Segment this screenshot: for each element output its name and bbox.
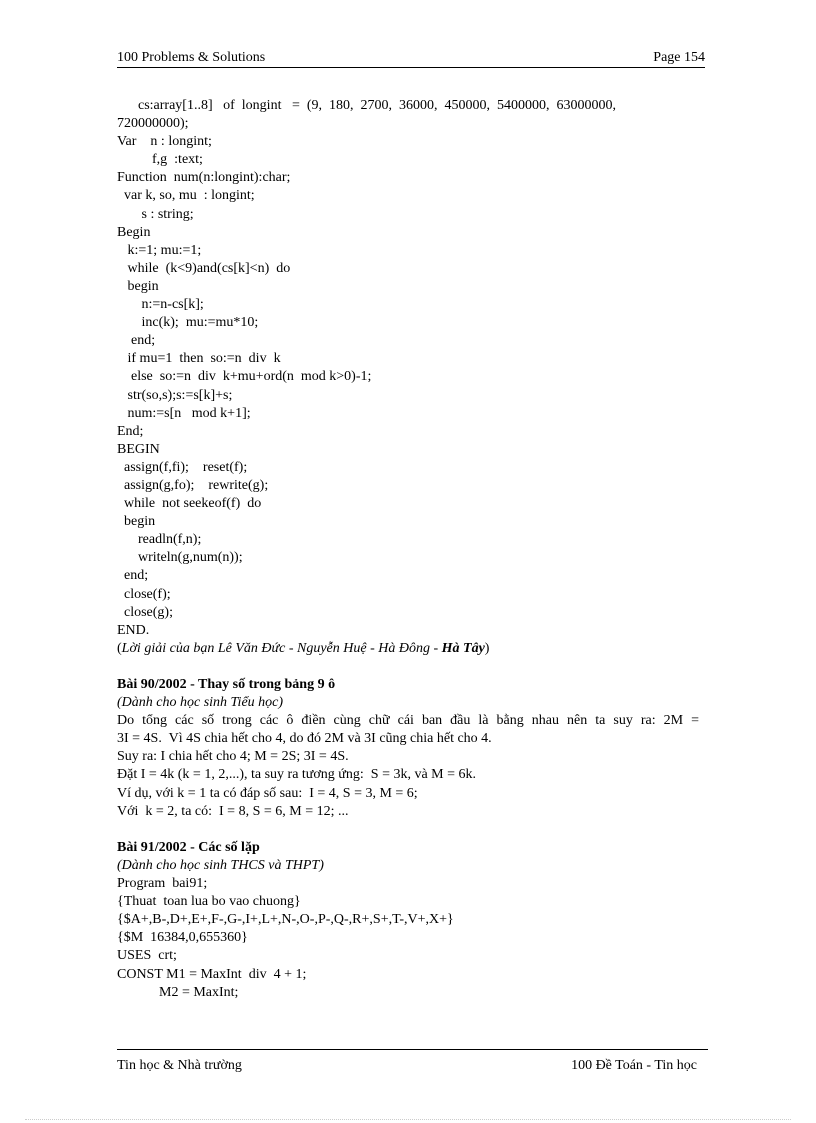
- problem-91-title: Bài 91/2002 - Các số lặp: [117, 839, 260, 855]
- code-line: begin: [117, 514, 156, 530]
- code-line: M2 = MaxInt;: [117, 984, 239, 1000]
- footer-divider: [117, 1049, 708, 1050]
- code-line: Var n : longint;: [117, 134, 212, 150]
- problem-90-text-line: Ví dụ, với k = 1 ta có đáp số sau: I = 4, S = 3, M = 6;: [117, 785, 418, 801]
- code-line: end;: [117, 333, 156, 349]
- problem-90-text-line: Đặt I = 4k (k = 1, 2,...), ta suy ra tương ứng: S = 3k, và M = 6k.: [117, 767, 477, 783]
- code-line: readln(f,n);: [117, 532, 202, 548]
- code-line: begin: [117, 278, 159, 294]
- code-line: assign(g,fo); rewrite(g);: [117, 477, 269, 493]
- code-line: n:=n-cs[k];: [117, 297, 204, 313]
- code-line: BEGIN: [117, 441, 160, 457]
- code-line: f,g :text;: [117, 152, 203, 168]
- footer-right: 100 Đề Toán - Tin học: [571, 1058, 697, 1073]
- header-title: 100 Problems & Solutions: [117, 50, 266, 65]
- code-line: {$M 16384,0,655360}: [117, 930, 248, 946]
- code-line: END.: [117, 622, 150, 638]
- header-page-number: Page 154: [653, 50, 705, 65]
- code-line: num:=s[n mod k+1];: [117, 405, 251, 421]
- problem-90-text-line: Với k = 2, ta có: I = 8, S = 6, M = 12; ...: [117, 803, 349, 819]
- code-line: close(g);: [117, 604, 173, 620]
- code-line: var k, so, mu : longint;: [117, 188, 255, 204]
- footer-left: Tin học & Nhà trường: [117, 1058, 242, 1073]
- problem-90-text-line: 3I = 4S. Vì 4S chia hết cho 4, do đó 2M và 3I cũng chia hết cho 4.: [117, 731, 492, 747]
- code-line: cs:array[1..8] of longint = (9, 180, 2700, 36000, 450000, 5400000, 63000000,: [117, 98, 617, 113]
- code-line: s : string;: [117, 206, 194, 222]
- code-line: k:=1; mu:=1;: [117, 242, 202, 258]
- credit-province: Hà Tây: [441, 640, 485, 656]
- code-line: else so:=n div k+mu+ord(n mod k>0)-1;: [117, 369, 372, 385]
- code-line: Function num(n:longint):char;: [117, 170, 291, 186]
- problem-90-text-line: Do tổng các số trong các ô điền cùng chữ cái ban đầu là bằng nhau nên ta suy ra: 2M =: [117, 713, 699, 729]
- code-line: assign(f,fi); reset(f);: [117, 459, 248, 475]
- code-line: {Thuat toan lua bo vao chuong}: [117, 894, 301, 910]
- page-bottom-edge: [25, 1119, 791, 1120]
- code-line: str(so,s);s:=s[k]+s;: [117, 387, 233, 403]
- code-line: close(f);: [117, 586, 171, 602]
- code-block-bai89: [117, 133, 699, 640]
- credit-text: Lời giải của bạn Lê Văn Đức - Nguyễn Huệ - Hà Đông -: [121, 640, 442, 656]
- code-line: if mu=1 then so:=n div k: [117, 351, 281, 367]
- code-line: inc(k); mu:=mu*10;: [117, 315, 259, 331]
- problem-91-audience: (Dành cho học sinh THCS và THPT): [117, 857, 324, 873]
- spacer: [117, 658, 699, 676]
- code-line: while (k<9)and(cs[k]<n) do: [117, 260, 291, 276]
- problem-90-text-line: Suy ra: I chia hết cho 4; M = 2S; 3I = 4S.: [117, 749, 349, 765]
- code-line: End;: [117, 423, 144, 439]
- page-header: [117, 50, 705, 68]
- code-line: end;: [117, 568, 149, 584]
- solution-credit: [117, 640, 699, 658]
- code-line: Begin: [117, 224, 151, 240]
- code-line: 720000000);: [117, 116, 189, 132]
- code-line: while not seekeof(f) do: [117, 496, 262, 512]
- problem-90-audience: (Dành cho học sinh Tiểu học): [117, 695, 284, 711]
- code-line: USES crt;: [117, 948, 177, 964]
- code-line: CONST M1 = MaxInt div 4 + 1;: [117, 966, 307, 982]
- credit-close-paren: ): [484, 640, 490, 656]
- credit-open-paren: (: [117, 640, 122, 656]
- code-line: {$A+,B-,D+,E+,F-,G-,I+,L+,N-,O-,P-,Q-,R+,S+,T-,V+,X+}: [117, 912, 454, 928]
- code-line: writeln(g,num(n));: [117, 550, 243, 566]
- page-content: [117, 97, 699, 1002]
- spacer: [117, 821, 699, 839]
- code-line: Program bai91;: [117, 876, 208, 892]
- problem-90-title: Bài 90/2002 - Thay số trong bảng 9 ô: [117, 677, 336, 692]
